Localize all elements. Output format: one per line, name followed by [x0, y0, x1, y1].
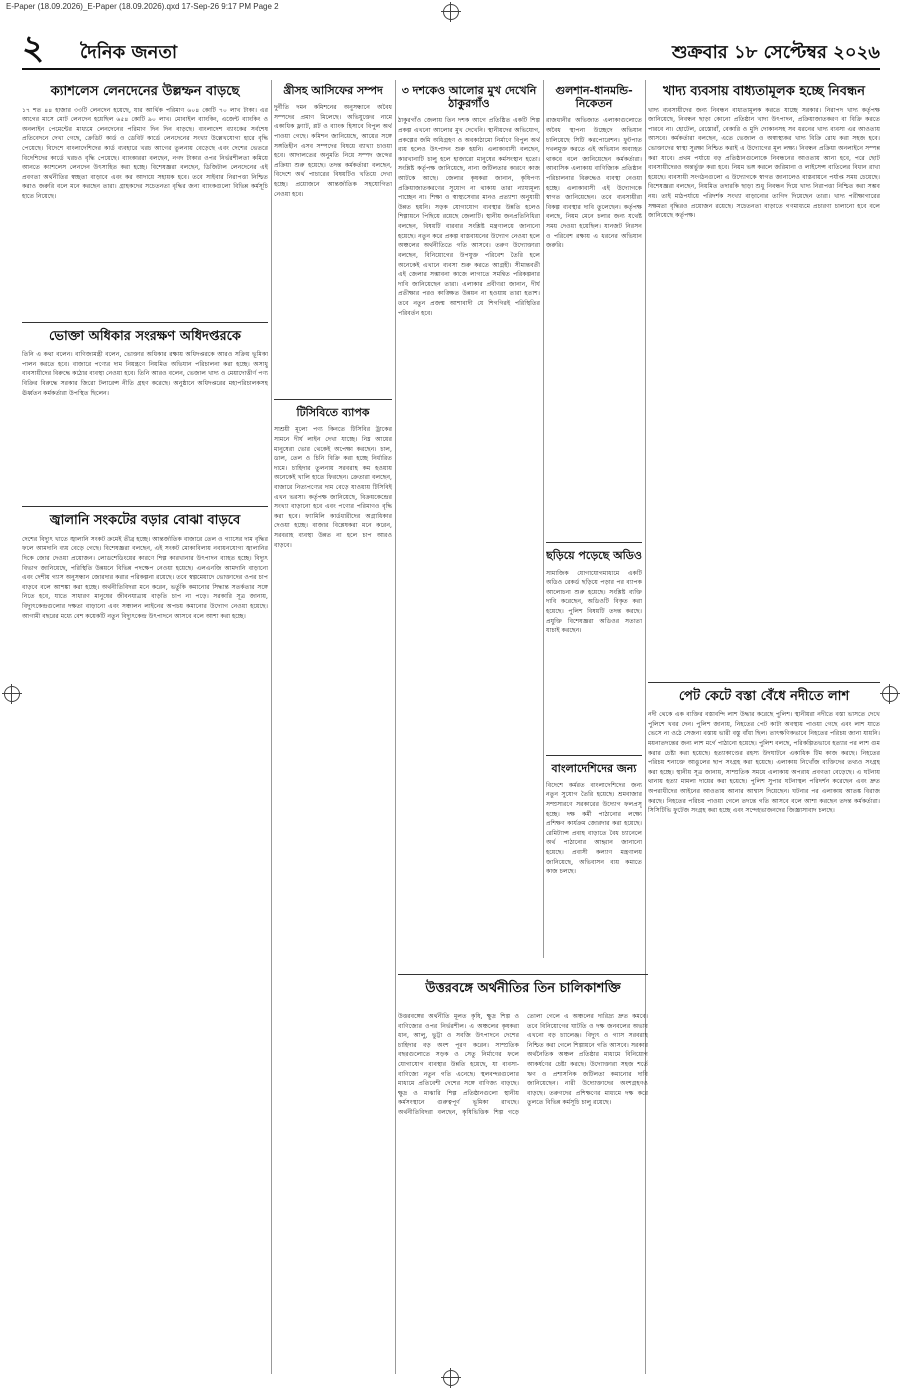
divider	[22, 322, 268, 323]
column-2	[274, 80, 392, 1374]
divider	[398, 974, 648, 975]
registration-mark-icon	[4, 686, 20, 702]
dateline: শুক্রবার ১৮ সেপ্টেম্বর ২০২৬	[672, 42, 880, 63]
column-3	[398, 80, 540, 958]
headline[interactable]: উত্তরবঙ্গে অর্থনীতির তিন চালিকাশক্তি	[425, 981, 621, 996]
newspaper-name: দৈনিক জনতা	[80, 42, 178, 63]
article-body: ঠাকুরগাঁও জেলায় তিন দশক আগে প্রতিষ্ঠিত একটি শিল্প প্রকল্প এখনো আলোর মুখ দেখেনি। স্থানীয়দের অভিযোগ, প্রকল্পের জমি অধিগ্রহণ ও অবকাঠামো নির্মাণে বিপুল অর্থ ব্যয় হলেও উৎপাদন শুরু হয়নি। এলাকাবাসী বলছেন, কারখানাটি চালু হলে হাজারো মানুষের কর্মসংস্থান হতো। সংশ্লিষ্ট কর্তৃপক্ষ জানিয়েছে, নানা জটিলতার কারণে কাজ আটকে আছে। জেলার কৃষকরা জানান, কৃষিপণ্য প্রক্রিয়াজাতকরণের সুযোগ না থাকায় তারা ন্যায্যমূল্য পাচ্ছেন না। শিক্ষা ও স্বাস্থ্যসেবার মানও প্রত্যাশা অনুযায়ী উন্নত হয়নি। সড়ক যোগাযোগ ব্যবস্থার উন্নতি হলেও শিল্পায়নে পিছিয়ে রয়েছে জেলাটি। স্থানীয় জনপ্রতিনিধিরা বলছেন, বিষয়টি বারবার সংশ্লিষ্ট মন্ত্রণালয়ে জানানো হয়েছে। নতুন করে প্রকল্প বাস্তবায়নের উদ্যোগ নেওয়া হলে অঞ্চলের অর্থনীতিতে গতি আসবে। তরুণ উদ্যোক্তারা বলছেন, বিনিয়োগের উপযুক্ত পরিবেশ তৈরি হলে অনেকেই এখানে ব্যবসা শুরু করতে আগ্রহী। সীমান্তবর্তী এই জেলার সম্ভাবনা কাজে লাগাতে সমন্বিত পরিকল্পনার দাবি জানিয়েছেন তারা। এলাকার প্রবীণরা জানান, দীর্ঘ প্রতীক্ষার পরও কাঙ্ক্ষিত উন্নয়ন না হওয়ায় তারা হতাশ। তবে নতুন প্রজন্ম আশাবাদী যে শিগগিরই পরিস্থিতির পরিবর্তন হবে।	[398, 117, 540, 317]
article-body: ১৭ শত ৪৪ হাজার ৩৩টি লেনদেন হয়েছে, যার আর্থিক পরিমাণ ৬০৪ কোটি ৭০ লাখ টাকা। এর আগের মাসে মোট লেনদেন হয়েছিল ৬৫৪ কোটি ৯০ লাখ। মোবাইল ব্যাংকিং, এজেন্ট ব্যাংকিং ও অনলাইন পেমেন্টের মাধ্যমে লেনদেনের পরিমাণ দিন দিন বাড়ছে। বাংলাদেশ ব্যাংকের সর্বশেষ প্রতিবেদনে দেখা গেছে, ক্রেডিট কার্ড ও ডেবিট কার্ডে লেনদেনের সংখ্যা উল্লেখযোগ্য হারে বৃদ্ধি পেয়েছে। বিদেশে বাংলাদেশিদের কার্ড ব্যবহারে খরচ আগের তুলনায় বেড়েছে এবং দেশের ভেতরে বিদেশিদের কার্ডে খরচও বৃদ্ধি পেয়েছে। ব্যাংকাররা বলছেন, নগদ টাকার ওপর নির্ভরশীলতা কমিয়ে আনতে ক্যাশলেস লেনদেন উৎসাহিত করা হচ্ছে। বিশেষজ্ঞরা বলছেন, ডিজিটাল লেনদেনের এই প্রবণতা অর্থনীতির স্বচ্ছতা বাড়াবে এবং কর আদায়ে সহায়ক হবে। তবে সাইবার নিরাপত্তা নিশ্চিত করাও জরুরি বলে মনে করছেন তারা। গ্রাহকদের সচেতনতা বৃদ্ধির জন্য ব্যাংকগুলো বিভিন্ন কর্মসূচি হাতে নিয়েছে।	[22, 106, 268, 201]
lower-story-body-wrap	[398, 1012, 648, 1374]
page-number: ২	[22, 28, 45, 68]
column-rule	[271, 80, 272, 1374]
article-body: উত্তরবঙ্গের অর্থনীতি মূলত কৃষি, ক্ষুদ্র শিল্প ও বাণিজ্যের ওপর নির্ভরশীল। এ অঞ্চলের কৃষকরা ধান, আলু, ভুট্টা ও সবজি উৎপাদনে দেশের চাহিদার বড় অংশ পূরণ করেন। সাম্প্রতিক বছরগুলোতে সড়ক ও সেতু নির্মাণের ফলে যোগাযোগ ব্যবস্থার উন্নতি হয়েছে, যা ব্যবসা-বাণিজ্যে নতুন গতি এনেছে। স্থলবন্দরগুলোর মাধ্যমে প্রতিবেশী দেশের সঙ্গে বাণিজ্য বাড়ছে। ক্ষুদ্র ও মাঝারি শিল্প প্রতিষ্ঠানগুলো স্থানীয় কর্মসংস্থানে গুরুত্বপূর্ণ ভূমিকা রাখছে। অর্থনীতিবিদরা বলছেন, কৃষিভিত্তিক শিল্প গড়ে তোলা গেলে এ অঞ্চলের দারিদ্র্য দ্রুত কমবে। তবে বিনিয়োগের ঘাটতি ও দক্ষ জনবলের অভাব এখনো বড় চ্যালেঞ্জ। বিদ্যুৎ ও গ্যাস সরবরাহ নিশ্চিত করা গেলে শিল্পায়নে গতি আসবে। সরকার অর্থনৈতিক অঞ্চল প্রতিষ্ঠার মাধ্যমে বিনিয়োগ আকর্ষণের চেষ্টা করছে। উদ্যোক্তারা সহজ শর্তে ঋণ ও প্রশাসনিক জটিলতা কমানোর দাবি জানিয়েছেন। নারী উদ্যোক্তাদের অংশগ্রহণও বাড়ছে। তরুণদের প্রশিক্ষণের মাধ্যমে দক্ষ করে তুলতে বিভিন্ন কর্মসূচি চালু রয়েছে।	[398, 1013, 648, 1117]
headline[interactable]: পেট কেটে বস্তা বেঁধে নদীতে লাশ	[678, 688, 850, 704]
headline[interactable]: খাদ্য ব্যবসায় বাধ্যতামূলক হচ্ছে নিবন্ধন	[663, 84, 865, 99]
print-slug: E-Paper (18.09.2026)_E-Paper (18.09.2026).qxd 17-Sep-26 9:17 PM Page 2	[6, 2, 279, 11]
column-rule	[395, 80, 396, 1374]
article-body: দুর্নীতি দমন কমিশনের অনুসন্ধানে অবৈধ সম্পদের প্রমাণ মিলেছে। অভিযুক্তের নামে একাধিক ফ্ল্যাট, প্লট ও ব্যাংক হিসাবে বিপুল অর্থ পাওয়া গেছে। কমিশন জানিয়েছে, আয়ের সঙ্গে সঙ্গতিহীন এসব সম্পদের বিষয়ে ব্যাখ্যা চাওয়া হবে। আদালতের অনুমতি নিয়ে সম্পদ জব্দের প্রক্রিয়া শুরু হয়েছে। তদন্ত কর্মকর্তারা বলছেন, বিদেশে অর্থ পাচারের বিষয়টিও খতিয়ে দেখা হচ্ছে। প্রয়োজনে আন্তর্জাতিক সহযোগিতা নেওয়া হবে।	[274, 104, 392, 198]
article-body: দেশের বিদ্যুৎ খাতে জ্বালানি সংকট ক্রমেই তীব্র হচ্ছে। আন্তর্জাতিক বাজারে তেল ও গ্যাসের দাম বৃদ্ধির ফলে আমদানি ব্যয় বেড়ে গেছে। বিশেষজ্ঞরা বলছেন, এই সংকট মোকাবিলায় নবায়নযোগ্য জ্বালানির দিকে জোর দেওয়া প্রয়োজন। লোডশেডিংয়ের কারণে শিল্প কারখানার উৎপাদন ব্যাহত হচ্ছে। বিদ্যুৎ বিভাগ জানিয়েছে, পরিস্থিতি উন্নয়নে বিভিন্ন পদক্ষেপ নেওয়া হয়েছে। এলএনজি আমদানি বাড়ানো এবং দেশীয় গ্যাস অনুসন্ধান জোরদার করার পরিকল্পনা রয়েছে। তবে স্বল্পমেয়াদে ভোক্তাদের ওপর চাপ বাড়বে বলে আশঙ্কা করা হচ্ছে। অর্থনীতিবিদরা মনে করেন, ভর্তুকি কমানোর সিদ্ধান্ত সতর্কতার সঙ্গে নিতে হবে, যাতে সাধারণ মানুষের জীবনযাত্রায় বাড়তি চাপ না পড়ে। সরকারি সূত্র জানায়, বিদ্যুৎকেন্দ্রগুলোর দক্ষতা বাড়ানো এবং সঞ্চালন লাইনের অপচয় কমানোর উদ্যোগ নেওয়া হয়েছে। আগামী বছরের মধ্যে বেশ কয়েকটি নতুন বিদ্যুৎকেন্দ্র উৎপাদনে আসবে বলে আশা করা হচ্ছে।	[22, 535, 268, 620]
divider	[22, 506, 268, 507]
headline[interactable]: ৩ দশকেও আলোর মুখ দেখেনি ঠাকুরগাঁও	[401, 84, 537, 111]
headline[interactable]: খ্রীসহ আসিফের সম্পদ	[283, 84, 383, 97]
lower-story-header	[398, 968, 648, 1003]
headline[interactable]: ক্যাশলেস লেনদেনের উল্লম্ফন বাড়ছে	[50, 84, 240, 99]
article-body: সাশ্রয়ী মূল্যে পণ্য কিনতে টিসিবির ট্রাকের সামনে দীর্ঘ লাইন দেখা যাচ্ছে। নিম্ন আয়ের মানুষেরা ভোর থেকেই অপেক্ষা করছেন। চাল, ডাল, তেল ও চিনি বিক্রি করা হচ্ছে নির্ধারিত দামে। চাহিদার তুলনায় সরবরাহ কম হওয়ায় অনেকেই খালি হাতে ফিরছেন। ক্রেতারা বলছেন, বাজারে নিত্যপণ্যের দাম বেড়ে যাওয়ায় টিসিবিই এখন ভরসা। কর্তৃপক্ষ জানিয়েছে, বিক্রয়কেন্দ্রের সংখ্যা বাড়ানো হবে এবং পণ্যের পরিমাণও বৃদ্ধি করা হবে। ফ্যামিলি কার্ডধারীদের অগ্রাধিকার দেওয়া হচ্ছে। বাজার বিশ্লেষকরা মনে করেন, সরবরাহ ব্যবস্থা উন্নত না হলে চাপ আরও বাড়বে।	[274, 426, 392, 549]
column-5	[648, 80, 880, 1374]
headline[interactable]: গুলশান-ধানমন্ডি-নিকেতন	[555, 84, 633, 111]
article-body: বিদেশে কর্মরত বাংলাদেশিদের জন্য নতুন সুযোগ তৈরি হয়েছে। শ্রমবাজার সম্প্রসারণে সরকারের উদ্যোগ ফলপ্রসূ হচ্ছে। দক্ষ কর্মী পাঠানোর লক্ষ্যে প্রশিক্ষণ কার্যক্রম জোরদার করা হয়েছে। রেমিট্যান্স প্রবাহ বাড়াতে বৈধ চ্যানেলে অর্থ পাঠানোর আহ্বান জানানো হয়েছে। প্রবাসী কল্যাণ মন্ত্রণালয় জানিয়েছে, অভিবাসন ব্যয় কমাতে কাজ চলছে।	[546, 781, 642, 876]
headline[interactable]: ছড়িয়ে পড়েছে অডিও	[546, 549, 642, 563]
divider	[546, 755, 642, 756]
column-rule	[543, 80, 544, 958]
headline[interactable]: টিসিবিতে ব্যাপক	[296, 406, 370, 420]
column-1	[22, 80, 268, 1374]
masthead	[22, 28, 880, 70]
article-body: সামাজিক যোগাযোগমাধ্যমে একটি অডিও রেকর্ড ছড়িয়ে পড়ার পর ব্যাপক আলোচনা শুরু হয়েছে। সংশ্লিষ্ট ব্যক্তি দাবি করেছেন, অডিওটি বিকৃত করা হয়েছে। পুলিশ বিষয়টি তদন্ত করছে। প্রযুক্তি বিশেষজ্ঞরা অডিওর সত্যতা যাচাই করছেন।	[546, 569, 642, 635]
column-4	[546, 80, 642, 958]
article-body: খাদ্য ব্যবসায়ীদের জন্য নিবন্ধন বাধ্যতামূলক করতে যাচ্ছে সরকার। নিরাপদ খাদ্য কর্তৃপক্ষ জানিয়েছে, নিবন্ধন ছাড়া কোনো প্রতিষ্ঠান খাদ্য উৎপাদন, প্রক্রিয়াজাতকরণ বা বিক্রি করতে পারবে না। হোটেল, রেস্তোরাঁ, বেকারি ও মুদি দোকানসহ সব ধরনের খাদ্য ব্যবসা এর আওতায় আসবে। কর্মকর্তারা বলছেন, এতে ভেজাল ও অস্বাস্থ্যকর খাদ্য বিক্রি রোধ করা সহজ হবে। ভোক্তাদের স্বাস্থ্য সুরক্ষা নিশ্চিত করাই এ উদ্যোগের মূল লক্ষ্য। নিবন্ধন প্রক্রিয়া অনলাইনে সম্পন্ন করা যাবে। প্রথম পর্যায়ে বড় প্রতিষ্ঠানগুলোকে নিবন্ধনের আওতায় আনা হবে, পরে ছোট ব্যবসায়ীদেরও অন্তর্ভুক্ত করা হবে। নিয়ম ভঙ্গ করলে জরিমানা ও লাইসেন্স বাতিলের বিধান রাখা হয়েছে। ব্যবসায়ী সংগঠনগুলো এ উদ্যোগকে স্বাগত জানালেও বাস্তবায়নে পর্যাপ্ত সময় চেয়েছে। বিশেষজ্ঞরা বলছেন, নিয়মিত তদারকি ছাড়া শুধু নিবন্ধন দিয়ে খাদ্য নিরাপত্তা নিশ্চিত করা সম্ভব নয়। তাই মাঠপর্যায়ে পরিদর্শক সংখ্যা বাড়ানোর তাগিদ দিয়েছেন তারা। খাদ্য পরীক্ষাগারের সক্ষমতা বৃদ্ধিরও প্রয়োজন রয়েছে। সচেতনতা বাড়াতে গণমাধ্যমে প্রচারণা চালানো হবে বলে জানিয়েছে কর্তৃপক্ষ।	[648, 106, 880, 220]
article-body: নদী থেকে এক ব্যক্তির বস্তাবন্দি লাশ উদ্ধার করেছে পুলিশ। স্থানীয়রা নদীতে বস্তা ভাসতে দেখে পুলিশে খবর দেন। পুলিশ জানায়, নিহতের পেট কাটা অবস্থায় পাওয়া গেছে এবং লাশ যাতে ভেসে না ওঠে সেজন্য বস্তায় ভারী বস্তু বাঁধা ছিল। তাৎক্ষণিকভাবে নিহতের পরিচয় জানা যায়নি। ময়নাতদন্তের জন্য লাশ মর্গে পাঠানো হয়েছে। পুলিশ বলছে, পরিকল্পিতভাবে হত্যার পর লাশ গুম করার চেষ্টা করা হয়েছে। হত্যাকাণ্ডের রহস্য উদঘাটনে একাধিক টিম কাজ করছে। নিহতের পরিচয় শনাক্তে আঙুলের ছাপ সংগ্রহ করা হয়েছে। এলাকায় নিখোঁজ ব্যক্তিদের তথ্যও সংগ্রহ করা হচ্ছে। স্থানীয় সূত্র জানায়, সাম্প্রতিক সময়ে এলাকায় অপরাধ প্রবণতা বেড়েছে। এ ঘটনায় থানায় হত্যা মামলা দায়ের করা হয়েছে। পুলিশ সুপার ঘটনাস্থল পরিদর্শন করেছেন এবং দ্রুত অপরাধীদের আইনের আওতায় আনার আশ্বাস দিয়েছেন। ঘটনার পর এলাকায় আতঙ্ক বিরাজ করছে। নিহতের পরিচয় পাওয়া গেলে তদন্তে গতি আসবে বলে আশা করছেন তদন্ত কর্মকর্তারা। সিসিটিভি ফুটেজ সংগ্রহ করা হচ্ছে এবং সন্দেহভাজনদের জিজ্ঞাসাবাদ চলছে।	[648, 711, 880, 815]
headline[interactable]: জ্বালানি সংকটের বড়ার বোঝা বাড়বে	[49, 513, 241, 529]
registration-mark-icon	[882, 686, 898, 702]
registration-mark-icon	[443, 4, 459, 20]
divider	[648, 682, 880, 683]
headline[interactable]: বাংলাদেশিদের জন্য	[551, 761, 637, 775]
divider	[274, 399, 392, 400]
article-body: তিনি এ কথা বলেন। বাণিজ্যমন্ত্রী বলেন, ভোক্তার অধিকার রক্ষায় অধিদপ্তরকে আরও সক্রিয় ভূমিকা পালন করতে হবে। বাজারে পণ্যের দাম নিয়ন্ত্রণে নিয়মিত অভিযান পরিচালনা করা হচ্ছে। অসাধু ব্যবসায়ীদের বিরুদ্ধে কঠোর ব্যবস্থা নেওয়া হবে। তিনি আরও বলেন, ভেজাল খাদ্য ও মেয়াদোত্তীর্ণ পণ্য বিক্রির বিরুদ্ধে সরকার জিরো টলারেন্স নীতি গ্রহণ করেছে। অনুষ্ঠানে অধিদপ্তরের মহাপরিচালকসহ ঊর্ধ্বতন কর্মকর্তারা উপস্থিত ছিলেন।	[22, 351, 268, 397]
article-body: রাজধানীর অভিজাত এলাকাগুলোতে অবৈধ স্থাপনা উচ্ছেদে অভিযান চালিয়েছে সিটি করপোরেশন। ফুটপাত দখলমুক্ত করতে এই অভিযান অব্যাহত থাকবে বলে জানিয়েছেন কর্মকর্তারা। আবাসিক এলাকায় বাণিজ্যিক প্রতিষ্ঠান পরিচালনার বিরুদ্ধেও ব্যবস্থা নেওয়া হচ্ছে। এলাকাবাসী এই উদ্যোগকে স্বাগত জানিয়েছেন। তবে ব্যবসায়ীরা বিকল্প ব্যবস্থার দাবি তুলেছেন। কর্তৃপক্ষ বলছে, নিয়ম মেনে চলার জন্য যথেষ্ট সময় দেওয়া হয়েছিল। যানজট নিরসন ও পরিবেশ রক্ষায় এ ধরনের অভিযান জরুরি।	[546, 117, 642, 250]
headline[interactable]: ভোক্তা অধিকার সংরক্ষণ অধিদপ্তরকে	[49, 328, 241, 344]
divider	[546, 542, 642, 543]
